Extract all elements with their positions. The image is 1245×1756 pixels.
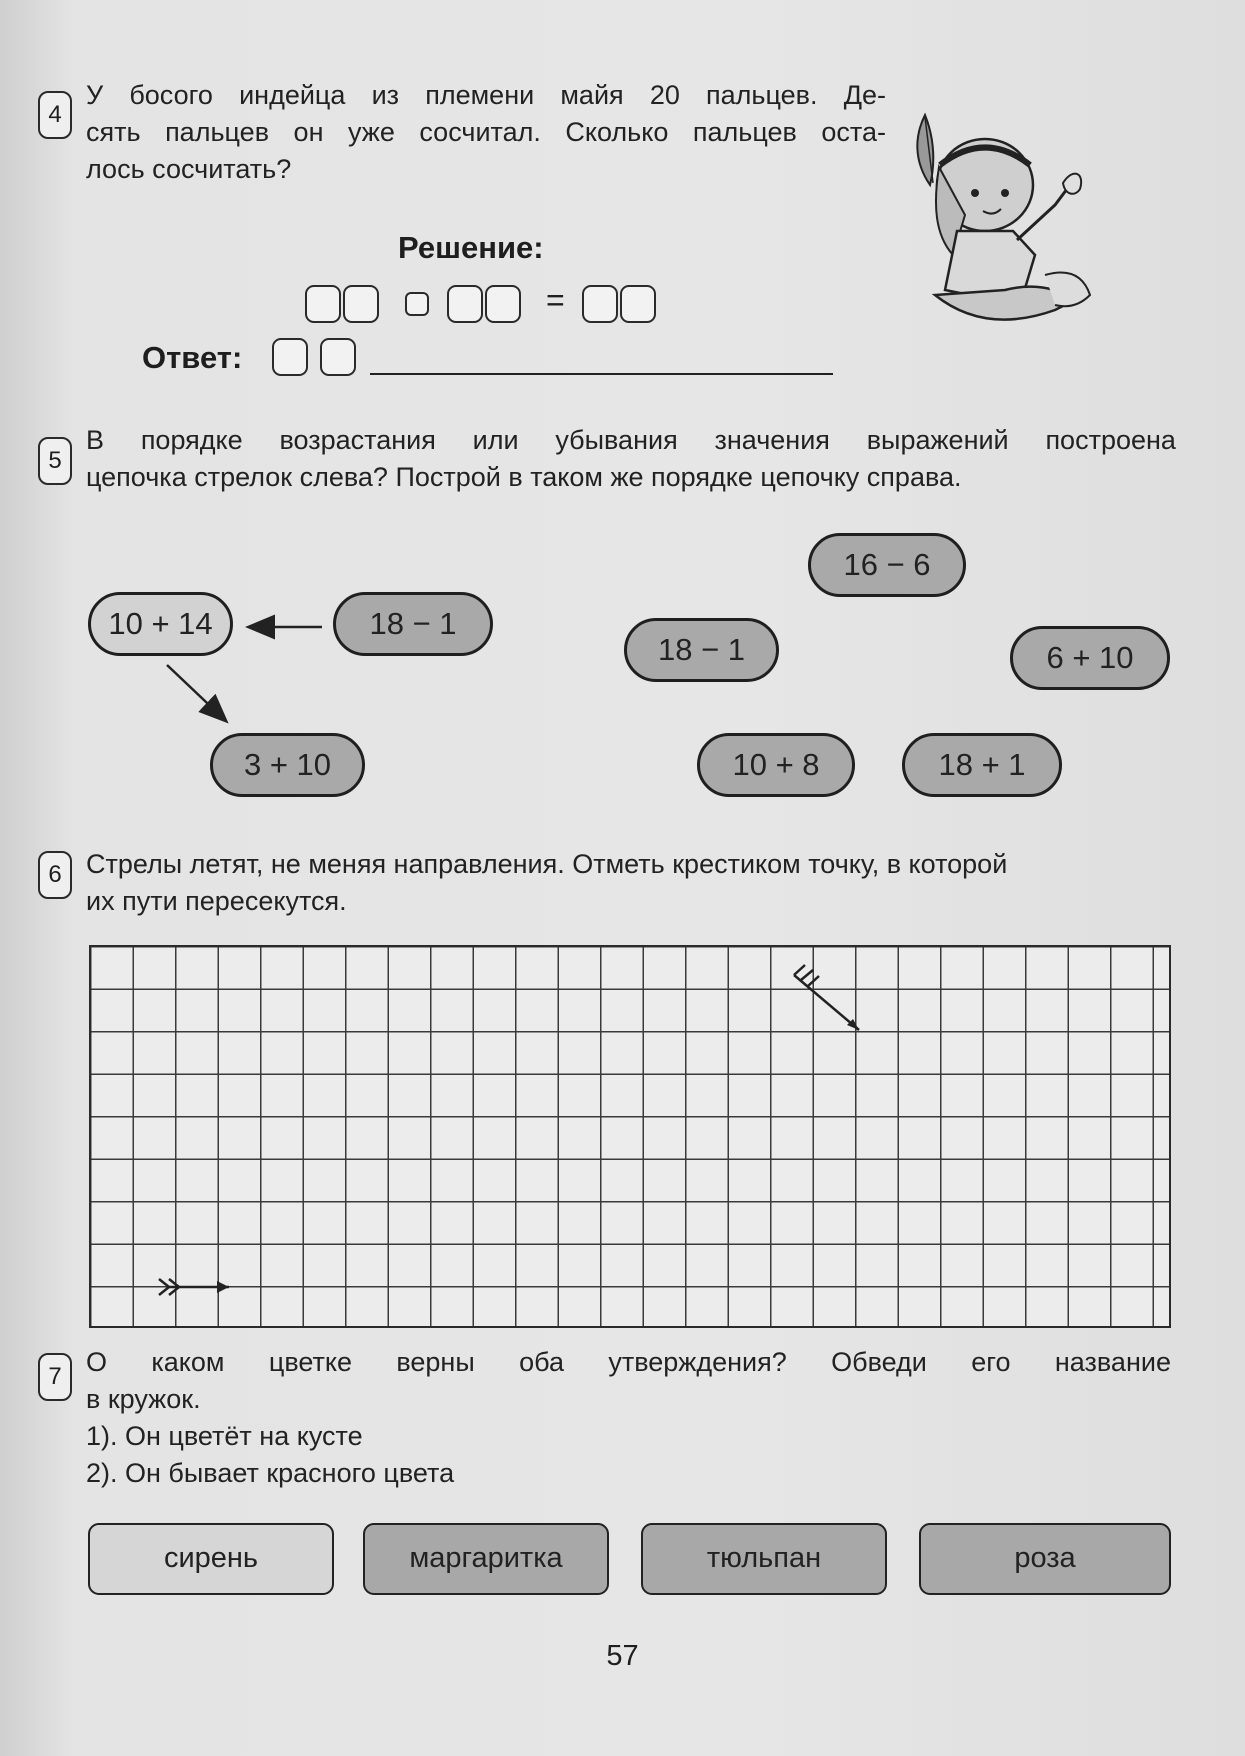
task-7-text <box>86 1344 1171 1492</box>
option-tulip[interactable]: тюльпан <box>641 1523 887 1595</box>
right-expression[interactable]: 18 + 1 <box>902 733 1062 797</box>
right-expression[interactable]: 18 − 1 <box>624 618 779 682</box>
task-7-line-1: О каком цветке верны оба утверждения? Обведи его название <box>86 1347 1171 1377</box>
task-6-line-2: их пути пересекутся. <box>86 886 347 916</box>
task-7-statement-1: 1). Он цветёт на кусте <box>86 1421 363 1451</box>
page-number: 57 <box>606 1640 639 1672</box>
solution-label: Решение: <box>398 230 544 265</box>
horizontal-arrow-icon <box>159 1279 229 1295</box>
answer-label: Ответ: <box>142 340 243 375</box>
right-expression[interactable]: 16 − 6 <box>808 533 966 597</box>
task-4-line-1: У босого индейца из племени майя 20 пальцев. Де- <box>86 80 886 110</box>
task-5-line-1: В порядке возрастания или убывания значения выражений построена <box>86 425 1176 455</box>
task-4-number: 4 <box>38 91 72 139</box>
right-expression[interactable]: 10 + 8 <box>697 733 855 797</box>
diagonal-arrow-icon <box>794 965 859 1030</box>
left-chain-expression: 18 − 1 <box>333 592 493 656</box>
right-expression[interactable]: 6 + 10 <box>1010 626 1170 690</box>
task-6-line-1: Стрелы летят, не меняя направления. Отметь крестиком точку, в которой <box>86 849 1008 879</box>
task-5-line-2: цепочка стрелок слева? Построй в таком же порядке цепочку справа. <box>86 462 962 492</box>
equals-sign: = <box>546 282 565 318</box>
task-7-number: 7 <box>38 1353 72 1401</box>
left-chain-expression: 10 + 14 <box>88 592 233 656</box>
arrows-on-grid <box>89 945 1171 1328</box>
option-lilac[interactable]: сирень <box>88 1523 334 1595</box>
task-6-text <box>86 846 1176 920</box>
option-rose[interactable]: роза <box>919 1523 1171 1595</box>
task-4-line-2: сять пальцев он уже сосчитал. Сколько пальцев оста- <box>86 117 886 147</box>
task-6-number: 6 <box>38 851 72 899</box>
left-chain-expression: 3 + 10 <box>210 733 365 797</box>
task-7-statement-2: 2). Он бывает красного цвета <box>86 1458 455 1488</box>
task-5-number: 5 <box>38 437 72 485</box>
option-daisy[interactable]: маргаритка <box>363 1523 609 1595</box>
task-7-line-2: в кружок. <box>86 1384 201 1414</box>
task-4-line-3: лось сосчитать? <box>86 154 292 184</box>
arrow-down <box>167 665 225 720</box>
